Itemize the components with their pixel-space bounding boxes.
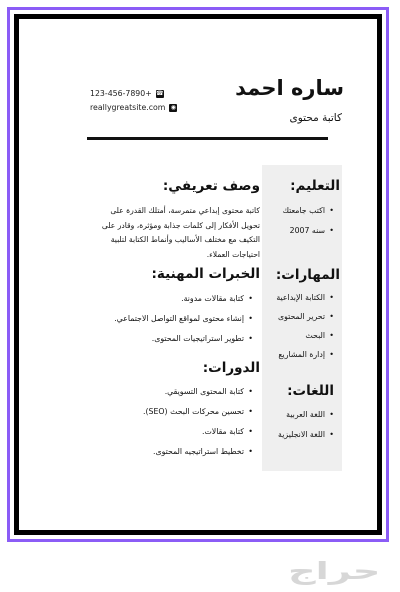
languages-title: اللغات: <box>287 383 334 399</box>
education-list <box>283 206 334 235</box>
education-title: التعليم: <box>290 178 340 194</box>
profile-text: كاتبة محتوى إبداعي متمرسة، أمتلك القدرة على تحويل الأفكار إلى كلمات جذابة ومؤثرة، وقادر على التكيف مع مختلف الأساليب وأنماط الكتابة لتلبية احتياجات العملاء. <box>101 206 260 259</box>
language-item: • اللغة العربية <box>278 410 334 419</box>
courses-title: الدورات: <box>202 360 260 376</box>
course-item: • تحسين محركات البحث (SEO). <box>143 407 253 416</box>
experience-list <box>114 294 253 343</box>
haraj-watermark: حراج <box>288 557 381 585</box>
course-item: • كتابة المحتوى التسويقي. <box>143 387 253 396</box>
profile-title: وصف تعريفي: <box>162 178 260 194</box>
contact-website <box>90 103 177 112</box>
skill-item: • الكتابة الإبداعية <box>276 293 334 302</box>
courses-list <box>143 387 253 456</box>
contact-phone <box>90 89 164 98</box>
phone-value: 123-456-7890+ <box>90 89 152 98</box>
skill-item: • إدارة المشاريع <box>276 350 334 359</box>
course-item: • تخطيط استراتيجيه المحتوى. <box>143 447 253 456</box>
course-item: • كتابة مقالات. <box>143 427 253 436</box>
phone-icon: ☎ <box>156 89 164 97</box>
header-divider <box>87 137 328 140</box>
globe-icon: ◉ <box>170 103 177 111</box>
skills-title: المهارات: <box>275 267 340 283</box>
education-item: • اكتب جامعتك <box>283 206 334 215</box>
skills-list <box>276 293 334 359</box>
education-item: • سنه 2007 <box>283 226 334 235</box>
language-item: • اللغة الانجليزية <box>278 430 334 439</box>
job-title: كاتبة محتوى <box>289 112 342 124</box>
experience-item: • كتابة مقالات مدونة. <box>114 294 253 303</box>
website-value: reallygreatsite.com <box>90 103 166 112</box>
skill-item: • تحرير المحتوى <box>276 312 334 321</box>
languages-list <box>278 410 334 439</box>
skill-item: • البحث <box>276 331 334 340</box>
experience-item: • تطوير استراتيجيات المحتوى. <box>114 334 253 343</box>
experience-item: • إنشاء محتوى لمواقع التواصل الاجتماعي. <box>114 314 253 323</box>
experience-title: الخبرات المهنية: <box>151 266 260 282</box>
person-name: ساره احمد <box>235 76 344 100</box>
